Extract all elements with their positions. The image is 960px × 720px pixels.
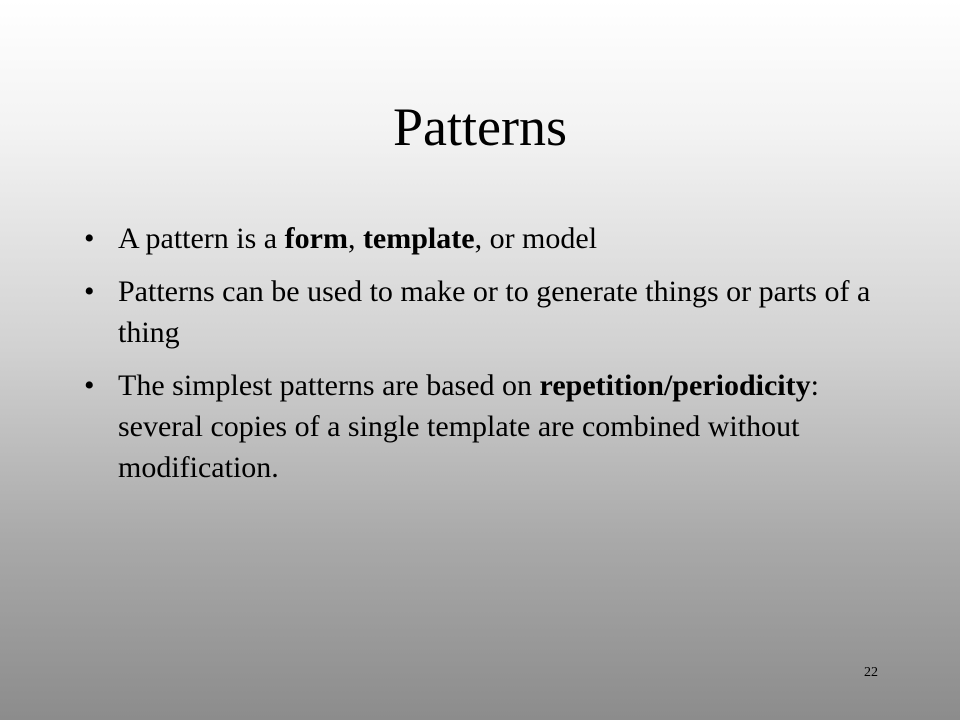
bullet-text-bold-segment: template bbox=[362, 222, 475, 255]
bullet-text-segment: , or model bbox=[474, 222, 598, 255]
bullet-text bbox=[118, 222, 597, 255]
bullet-text-segment: The simplest patterns are based on bbox=[118, 369, 540, 402]
bullet-list bbox=[80, 218, 880, 500]
bullet-point-icon: • bbox=[84, 369, 95, 402]
bullet-text-segment: : several copies of a single template are combined without modification. bbox=[118, 369, 819, 484]
bullet-text-segment: A pattern is a bbox=[118, 222, 285, 255]
slide-title: Patterns bbox=[393, 97, 567, 157]
bullet-item bbox=[80, 365, 880, 488]
bullet-point-icon: • bbox=[84, 275, 95, 308]
bullet-text-bold-segment: repetition/periodicity bbox=[539, 369, 811, 402]
bullet-text-segment: , bbox=[347, 222, 363, 255]
bullet-text-segment: Patterns can be used to make or to generate things or parts of a thing bbox=[118, 275, 871, 349]
bullet-text-bold-segment: form bbox=[284, 222, 348, 255]
bullet-text bbox=[118, 275, 870, 349]
bullet-item bbox=[80, 218, 880, 259]
page-number: 22 bbox=[864, 665, 878, 680]
bullet-text bbox=[118, 369, 819, 484]
bullet-point-icon: • bbox=[84, 222, 95, 255]
bullet-item bbox=[80, 271, 880, 353]
